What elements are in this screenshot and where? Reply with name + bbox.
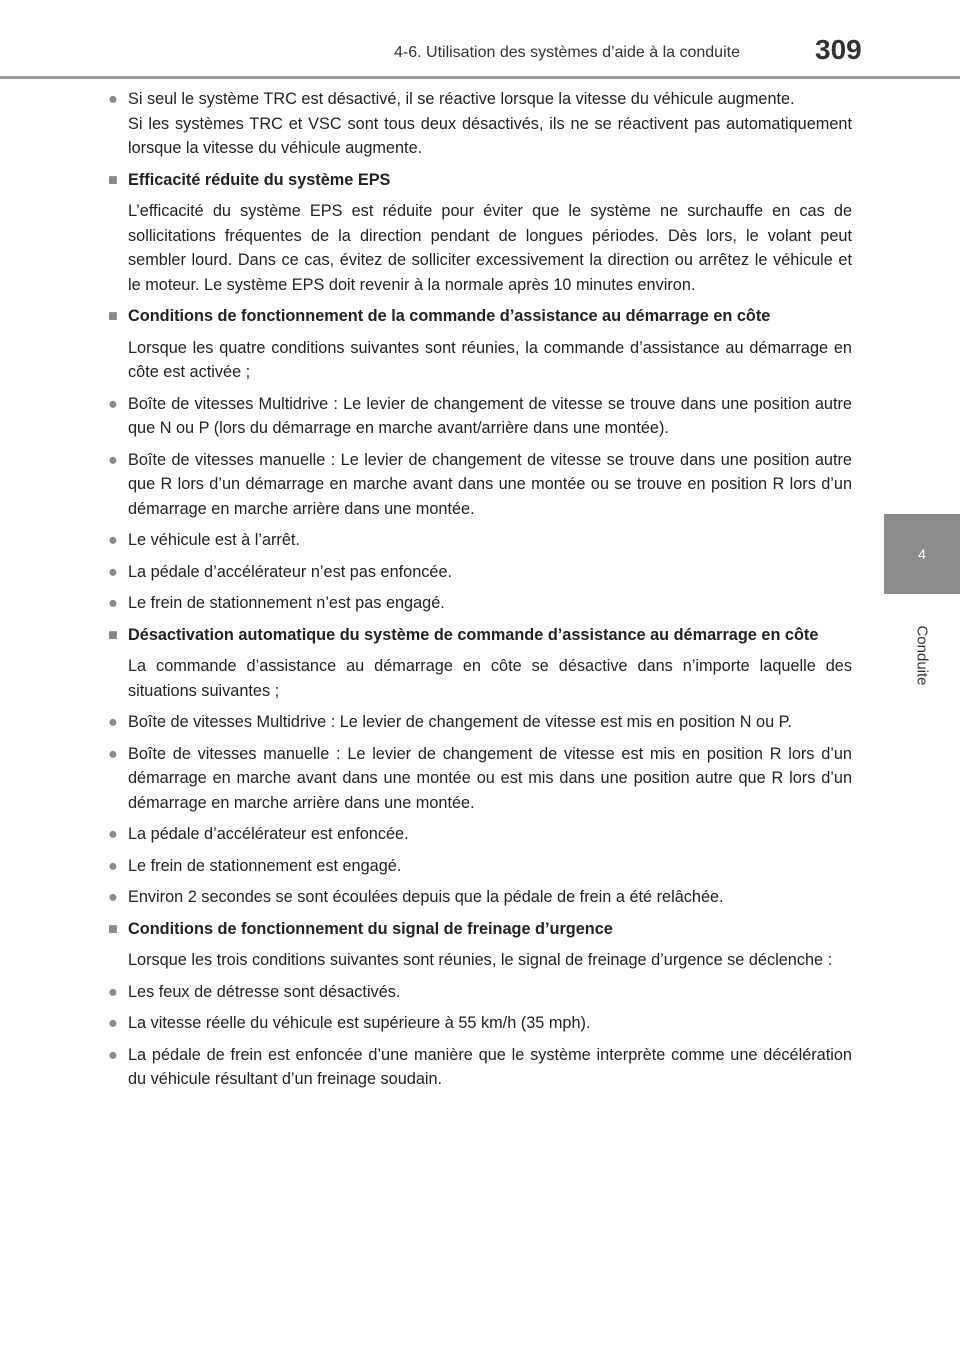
bullet-item (106, 560, 852, 585)
bullet-item (106, 528, 852, 553)
bullet-text: Boîte de vitesses manuelle : Le levier de changement de vitesse se trouve dans une position autre que R lors d’un démarrage en marche avant dans une montée ou se trouve en position R lors d’un démarrage en marche arrière dans une montée. (128, 450, 852, 518)
chapter-side-label (884, 600, 960, 710)
section-heading-text: Efficacité réduite du système EPS (128, 170, 391, 189)
bullet-item (106, 448, 852, 522)
paragraph: La commande d’assistance au démarrage en côte se désactive dans n’importe laquelle des situations suivantes ; (128, 657, 852, 700)
bullet-icon: ● (108, 1014, 118, 1032)
bullet-icon: ● (108, 594, 118, 612)
section-heading (106, 623, 852, 648)
paragraph: Lorsque les quatre conditions suivantes sont réunies, la commande d’assistance au démarrage en côte est activée ; (128, 338, 852, 381)
square-icon: ■ (108, 919, 118, 938)
chapter-label: Conduite (913, 624, 931, 686)
paragraph: L’efficacité du système EPS est réduite pour éviter que le système ne surchauffe en cas de sollicitations fréquentes de la direction pendant de longues périodes. Dès lors, le volant peut sembler lourd. Dans ce cas, évitez de solliciter excessivement la direction ou arrêtez le véhicule et le moteur. Le système EPS doit revenir à la normale après 10 minutes environ. (128, 202, 852, 294)
bullet-icon: ● (108, 825, 118, 843)
bullet-item (106, 87, 852, 161)
bullet-item (106, 980, 852, 1005)
section-heading-text: Désactivation automatique du système de commande d’assistance au démarrage en côte (128, 625, 819, 644)
page-number: 309 (815, 34, 862, 65)
bullet-item (106, 822, 852, 847)
bullet-icon: ● (108, 856, 118, 875)
header-divider (0, 76, 960, 79)
bullet-icon: ● (108, 982, 118, 1001)
bullet-icon: ● (108, 713, 118, 731)
section-heading-text: Conditions de fonctionnement du signal de freinage d’urgence (128, 919, 613, 938)
bullet-text: La vitesse réelle du véhicule est supérieure à 55 km/h (35 mph). (128, 1014, 591, 1032)
bullet-text: Le véhicule est à l’arrêt. (128, 531, 300, 549)
section-heading (106, 304, 852, 329)
bullet-icon: ● (108, 744, 118, 763)
bullet-item (106, 885, 852, 910)
bullet-item (106, 710, 852, 735)
header-section-title: 4-6. Utilisation des systèmes d’aide à la conduite (394, 44, 740, 61)
section-heading (106, 917, 852, 942)
section-heading (106, 168, 852, 193)
bullet-text: Les feux de détresse sont désactivés. (128, 982, 401, 1001)
bullet-icon: ● (108, 562, 118, 581)
bullet-text: Boîte de vitesses Multidrive : Le levier de changement de vitesse se trouve dans une position autre que N ou P (lors du démarrage en marche avant/arrière dans une montée). (128, 394, 852, 437)
bullet-icon: ● (108, 1045, 118, 1064)
square-icon: ■ (108, 625, 118, 644)
chapter-number: 4 (918, 546, 926, 562)
bullet-text: Boîte de vitesses manuelle : Le levier de changement de vitesse est mis en position R lors d’un démarrage en marche avant dans une montée ou est mis dans une position autre que R lors d’un démarrage en marche arrière dans une montée. (128, 744, 852, 812)
paragraph: Lorsque les trois conditions suivantes sont réunies, le signal de freinage d’urgence se déclenche : (128, 951, 833, 969)
bullet-item (106, 1043, 852, 1092)
bullet-icon: ● (108, 888, 118, 906)
bullet-item (106, 854, 852, 879)
bullet-icon: ● (108, 90, 118, 108)
bullet-text: Le frein de stationnement n’est pas engagé. (128, 594, 445, 612)
bullet-text: La pédale de frein est enfoncée d’une manière que le système interprète comme une décélération du véhicule résultant d’un freinage soudain. (128, 1045, 852, 1088)
bullet-text: Boîte de vitesses Multidrive : Le levier de changement de vitesse est mis en position N ou P. (128, 713, 792, 731)
page-content (106, 87, 852, 1099)
bullet-text: Le frein de stationnement est engagé. (128, 856, 402, 875)
bullet-item (106, 1011, 852, 1036)
bullet-icon: ● (108, 450, 118, 469)
bullet-item (106, 392, 852, 441)
bullet-icon: ● (108, 394, 118, 413)
chapter-tab (884, 514, 960, 594)
bullet-text: Si seul le système TRC est désactivé, il se réactive lorsque la vitesse du véhicule augmente. (128, 90, 795, 108)
square-icon: ■ (108, 170, 118, 189)
bullet-text: La pédale d’accélérateur est enfoncée. (128, 825, 409, 843)
section-heading-text: Conditions de fonctionnement de la commande d’assistance au démarrage en côte (128, 307, 771, 325)
square-icon: ■ (108, 307, 118, 325)
bullet-extra-text: Si les systèmes TRC et VSC sont tous deux désactivés, ils ne se réactivent pas automatiquement lorsque la vitesse du véhicule augmente. (128, 114, 852, 157)
bullet-item (106, 742, 852, 816)
bullet-icon: ● (108, 531, 118, 549)
bullet-text: Environ 2 secondes se sont écoulées depuis que la pédale de frein a été relâchée. (128, 888, 724, 906)
bullet-text: La pédale d’accélérateur n’est pas enfoncée. (128, 562, 453, 581)
bullet-item (106, 591, 852, 616)
